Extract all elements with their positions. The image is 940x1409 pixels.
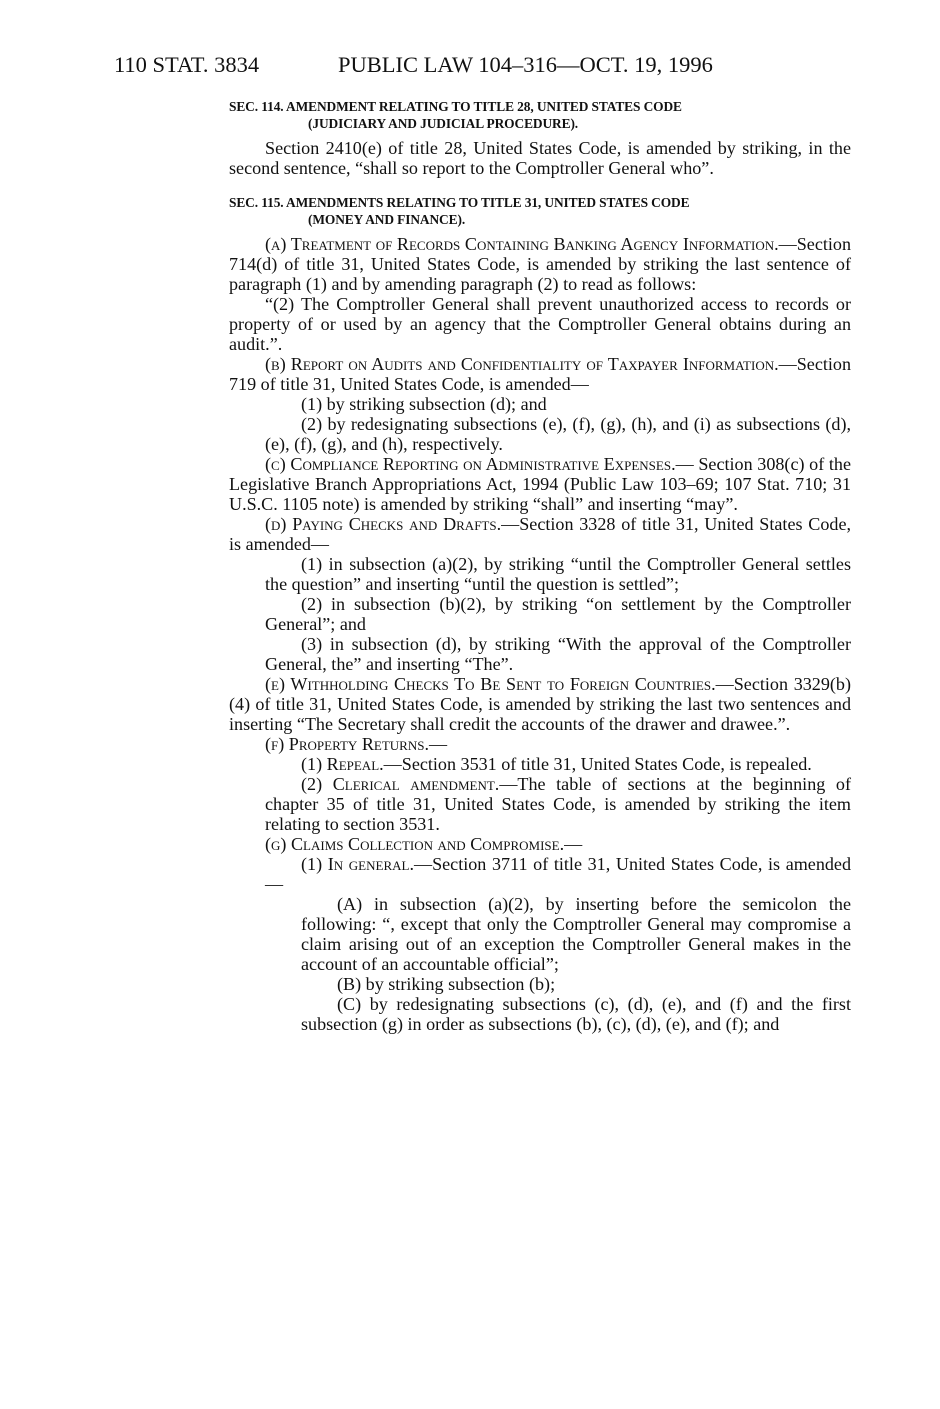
subsection-d-paragraph-3: (3) in subsection (d), by striking “With the approval of the Comptroller General, the” and inserting “The”. <box>265 634 851 674</box>
subsection-b-text: —Section 719 of title 31, United States Code, is amended— <box>229 354 851 394</box>
document-body <box>229 96 851 1034</box>
subsection-g-paragraph-1-text: —Section 3711 of title 31, United States Code, is amended— <box>265 854 851 894</box>
subsection-f-paragraph-1-heading: (1) Repeal. <box>301 754 384 774</box>
subsection-a <box>229 234 851 294</box>
subsection-d <box>229 514 851 554</box>
subsection-e-heading: (e) Withholding Checks To Be Sent to Foreign Countries. <box>265 674 716 694</box>
subsection-a-quoted-paragraph: “(2) The Comptroller General shall prevent unauthorized access to records or property of or used by an agency that the Comptroller General obtains during an audit.”. <box>229 294 851 354</box>
subsection-b-paragraph-1: (1) by striking subsection (d); and <box>301 394 547 414</box>
subsection-f-paragraph-1-text: —Section 3531 of title 31, United States Code, is repealed. <box>383 754 812 774</box>
subsection-f-paragraph-2-heading: (2) Clerical amendment. <box>301 774 500 794</box>
subsection-b-heading: (b) Report on Audits and Confidentiality of Taxpayer Information. <box>265 354 779 374</box>
subsection-g-subparagraph-a: (A) in subsection (a)(2), by inserting before the semicolon the following: “, except that only the Comptroller General may compromise a claim arising out of an exception the Comptroller General makes in the account of an accountable official”; <box>301 894 851 974</box>
subsection-c <box>229 454 851 514</box>
subsection-d-paragraph-1: (1) in subsection (a)(2), by striking “until the Comptroller General settles the question” and inserting “until the question is settled”; <box>265 554 851 594</box>
stat-page-number: 110 STAT. 3834 <box>114 52 260 77</box>
subsection-d-paragraph-2: (2) in subsection (b)(2), by striking “on settlement by the Comptroller General”; and <box>265 594 851 634</box>
subsection-e-text: —Section 3329(b)(4) of title 31, United States Code, is amended by striking the last two sentences and inserting “The Secretary shall credit the accounts of the drawer and drawee.”. <box>229 674 851 734</box>
subsection-c-text: — Section 308(c) of the Legislative Branch Appropriations Act, 1994 (Public Law 103–69; 107 Stat. 710; 31 U.S.C. 1105 note) is amended by striking “shall” and inserting “may”. <box>229 454 851 514</box>
subsection-f-text: — <box>429 734 448 754</box>
subsection-f-paragraph-1 <box>229 754 851 774</box>
subsection-g-text: — <box>564 834 583 854</box>
subsection-g-paragraph-1 <box>229 854 851 894</box>
subsection-g-heading: (g) Claims Collection and Compromise. <box>265 834 565 854</box>
section-115-heading: SEC. 115. AMENDMENTS RELATING TO TITLE 31, UNITED STATES CODE (MONEY AND FINANCE). <box>229 195 690 227</box>
public-law-title: PUBLIC LAW 104–316—OCT. 19, 1996 <box>338 52 713 77</box>
subsection-f <box>229 734 851 754</box>
subsection-d-heading: (d) Paying Checks and Drafts. <box>265 514 502 534</box>
page-header <box>114 52 850 84</box>
subsection-b-paragraph-2: (2) by redesignating subsections (e), (f), (g), (h), and (i) as subsections (d), (e), (f), (g), and (h), respectively. <box>265 414 851 454</box>
subsection-f-heading: (f) Property Returns. <box>265 734 429 754</box>
subsection-b <box>229 354 851 394</box>
subsection-c-heading: (c) Compliance Reporting on Administrative Expenses. <box>265 454 676 474</box>
subsection-g-subparagraph-b: (B) by striking subsection (b); <box>337 974 556 994</box>
subsection-a-text: —Section 714(d) of title 31, United States Code, is amended by striking the last sentence of paragraph (1) and by amending paragraph (2) to read as follows: <box>229 234 851 294</box>
subsection-a-heading: (a) Treatment of Records Containing Banking Agency Information. <box>265 234 779 254</box>
subsection-f-paragraph-2-text: —The table of sections at the beginning of chapter 35 of title 31, United States Code, is amended by striking the item relating to section 3531. <box>265 774 851 834</box>
subsection-g-paragraph-1-heading: (1) In general. <box>301 854 414 874</box>
section-114-body: Section 2410(e) of title 28, United States Code, is amended by striking, in the second sentence, “shall so report to the Comptroller General who”. <box>229 138 851 178</box>
subsection-e <box>229 674 851 734</box>
subsection-d-text: —Section 3328 of title 31, United States Code, is amended— <box>229 514 851 554</box>
section-114-heading: SEC. 114. AMENDMENT RELATING TO TITLE 28, UNITED STATES CODE (JUDICIARY AND JUDICIAL PROCEDURE). <box>229 99 682 131</box>
subsection-f-paragraph-2 <box>229 774 851 834</box>
subsection-g-subparagraph-c: (C) by redesignating subsections (c), (d), (e), and (f) and the first subsection (g) in order as subsections (b), (c), (d), (e), and (f); and <box>301 994 851 1034</box>
subsection-g <box>229 834 851 854</box>
